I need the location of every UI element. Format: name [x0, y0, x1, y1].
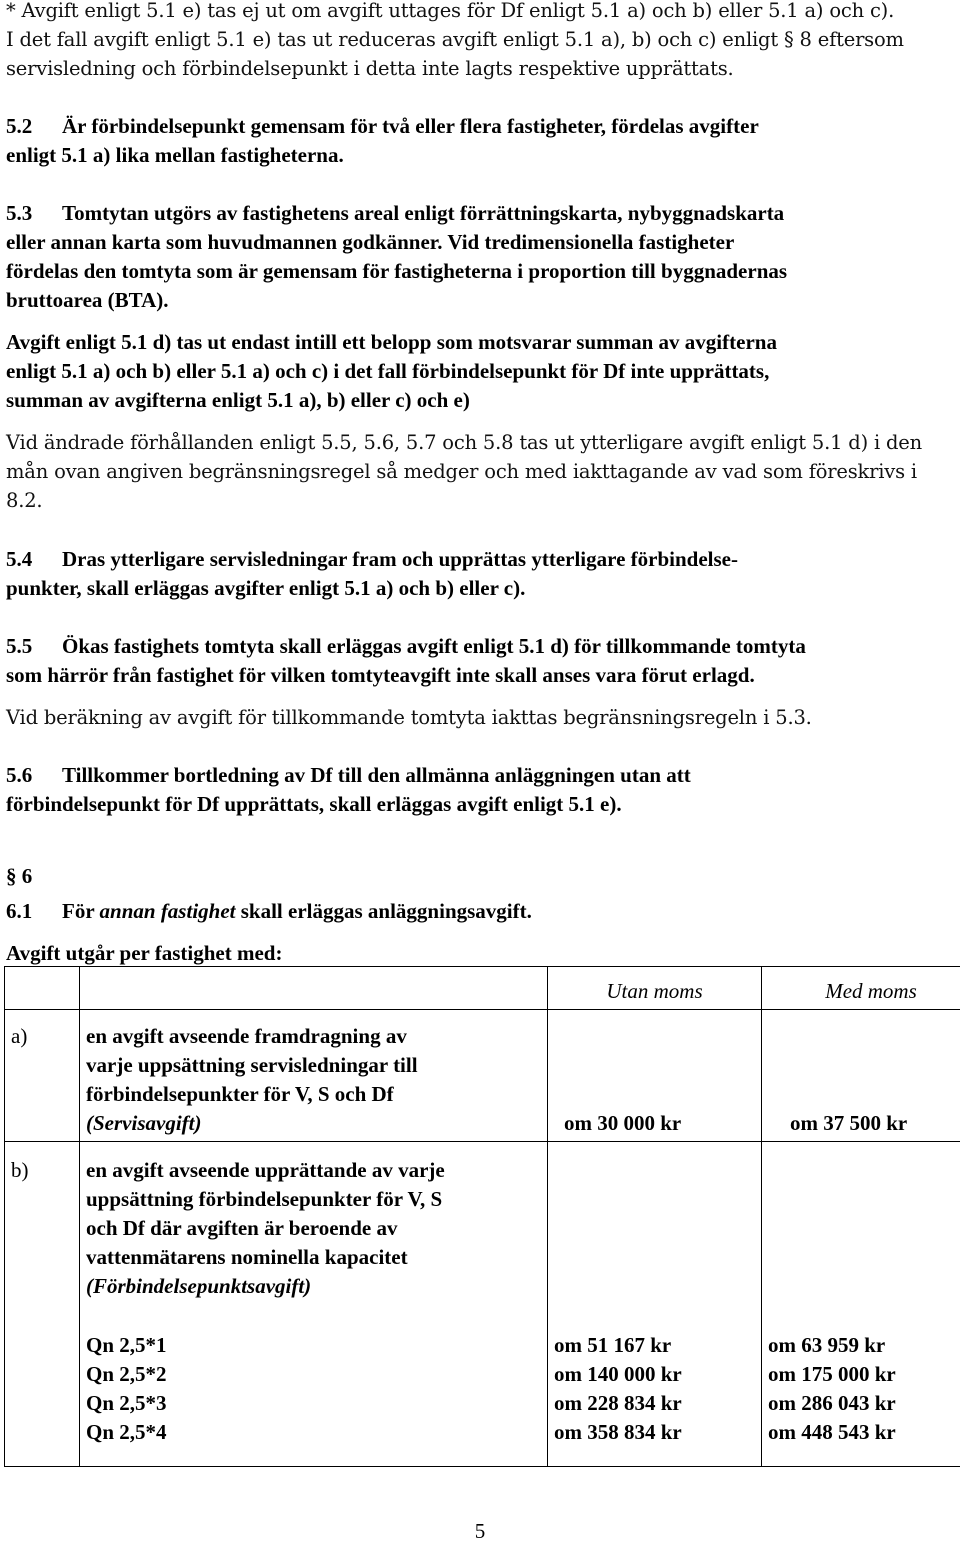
meter-size-label: Qn 2,5*1: [86, 1331, 541, 1360]
header-incl-vat: Med moms: [762, 967, 960, 1010]
section-5-3-line-1: [6, 199, 956, 228]
section-text-italic: annan fastighet: [100, 899, 236, 923]
fee-excl-vat: om 228 834 kr: [554, 1389, 755, 1418]
section-5-5-line-2: som härrör från fastighet för vilken tomtyteavgift inte skall anses vara förut erlagd.: [6, 661, 956, 690]
fee-table-intro: Avgift utgår per fastighet med:: [6, 939, 956, 968]
section-5-3-p2-line-2: enligt 5.1 a) och b) eller 5.1 a) och c) i det fall förbindelsepunkt för Df inte upprättats,: [6, 357, 956, 386]
section-number: 5.6: [6, 761, 62, 790]
section-number: 5.5: [6, 632, 62, 661]
fee-excl-vat: om 358 834 kr: [554, 1418, 755, 1447]
row-description-line: vattenmätarens nominella kapacitet: [86, 1243, 541, 1272]
fee-excl-vat: om 30 000 kr: [548, 1010, 762, 1142]
section-text: Dras ytterligare servisledningar fram och upprättas ytterligare förbindelse-: [62, 547, 738, 571]
section-text: Ökas fastighets tomtyta skall erläggas avgift enligt 5.1 d) för tillkommande tomtyta: [62, 634, 806, 658]
section-5-4-line-1: [6, 545, 956, 574]
section-number: 5.4: [6, 545, 62, 574]
row-label: b): [5, 1142, 80, 1467]
row-description-line: en avgift avseende upprättande av varje: [86, 1156, 541, 1185]
fee-row-a: [5, 1010, 960, 1142]
row-description-line: en avgift avseende framdragning av: [86, 1022, 541, 1051]
meter-size-label: Qn 2,5*3: [86, 1389, 541, 1418]
row-description-line: och Df där avgiften är beroende av: [86, 1214, 541, 1243]
header-empty-cell: [80, 967, 548, 1010]
row-description-line: (Servisavgift): [86, 1109, 541, 1138]
fee-incl-vat: om 63 959 kr: [768, 1331, 960, 1360]
section-5-3-line-3: fördelas den tomtyta som är gemensam för fastigheterna i proportion till byggnadernas: [6, 257, 956, 286]
intro-line-3: servisledning och förbindelsepunkt i detta inte lagts respektive upprättats.: [6, 54, 956, 83]
section-5-3-p2-line-1: Avgift enligt 5.1 d) tas ut endast intill ett belopp som motsvarar summan av avgifterna: [6, 328, 956, 357]
section-5-3-p3-line-1: Vid ändrade förhållanden enligt 5.5, 5.6, 5.7 och 5.8 tas ut ytterligare avgift enligt 5.1 d) i den: [6, 428, 956, 457]
page-number: 5: [0, 1517, 960, 1546]
fee-incl-vat: om 286 043 kr: [768, 1389, 960, 1418]
section-6-1-line: [6, 897, 956, 926]
section-5-5-p2: Vid beräkning av avgift för tillkommande tomtyta iakttas begränsningsregeln i 5.3.: [6, 703, 956, 732]
row-label: a): [5, 1010, 80, 1142]
section-5-6-line-2: förbindelsepunkt för Df upprättats, skall erläggas avgift enligt 5.1 e).: [6, 790, 956, 819]
section-5-2-line-2: enligt 5.1 a) lika mellan fastigheterna.: [6, 141, 956, 170]
fee-table: [4, 966, 960, 1467]
section-5-3-p2-line-3: summan av avgifterna enligt 5.1 a), b) eller c) och e): [6, 386, 956, 415]
fee-incl-vat-list: [762, 1142, 960, 1467]
section-5-4-line-2: punkter, skall erläggas avgifter enligt 5.1 a) och b) eller c).: [6, 574, 956, 603]
meter-size-label: Qn 2,5*2: [86, 1360, 541, 1389]
row-description: [80, 1142, 548, 1467]
intro-line-1: * Avgift enligt 5.1 e) tas ej ut om avgift uttages för Df enligt 5.1 a) och b) eller 5.1 a) och c).: [6, 0, 956, 25]
fee-excl-vat: om 51 167 kr: [554, 1331, 755, 1360]
row-description-line: förbindelsepunkter för V, S och Df: [86, 1080, 541, 1109]
row-description-line: (Förbindelsepunktsavgift): [86, 1272, 541, 1301]
row-description-line: varje uppsättning servisledningar till: [86, 1051, 541, 1080]
fee-incl-vat: om 448 543 kr: [768, 1418, 960, 1447]
section-5-3-p3-line-2: mån ovan angiven begränsningsregel så medger och med iakttagande av vad som föreskrivs i: [6, 457, 956, 486]
section-5-6-line-1: [6, 761, 956, 790]
section-5-3-line-2: eller annan karta som huvudmannen godkänner. Vid tredimensionella fastigheter: [6, 228, 956, 257]
section-5-5-line-1: [6, 632, 956, 661]
section-number: 6.1: [6, 897, 62, 926]
section-6-heading: § 6: [6, 862, 956, 891]
row-description: [80, 1010, 548, 1142]
section-text: För: [62, 899, 100, 923]
fee-table-header-row: [5, 967, 960, 1010]
fee-excl-vat-list: [548, 1142, 762, 1467]
header-excl-vat: Utan moms: [548, 967, 762, 1010]
header-empty-cell: [5, 967, 80, 1010]
row-description-line: uppsättning förbindelsepunkter för V, S: [86, 1185, 541, 1214]
section-text: Tillkommer bortledning av Df till den allmänna anläggningen utan att: [62, 763, 691, 787]
fee-excl-vat: om 140 000 kr: [554, 1360, 755, 1389]
section-text: Är förbindelsepunkt gemensam för två eller flera fastigheter, fördelas avgifter: [62, 114, 759, 138]
section-5-2-line-1: [6, 112, 956, 141]
section-number: 5.3: [6, 199, 62, 228]
section-5-3-p3-line-3: 8.2.: [6, 486, 956, 515]
fee-incl-vat: om 37 500 kr: [762, 1010, 960, 1142]
fee-incl-vat: om 175 000 kr: [768, 1360, 960, 1389]
intro-line-2: I det fall avgift enligt 5.1 e) tas ut reduceras avgift enligt 5.1 a), b) och c) enligt § 8 eftersom: [6, 25, 956, 54]
section-text: Tomtytan utgörs av fastighetens areal enligt förrättningskarta, nybyggnadskarta: [62, 201, 784, 225]
fee-row-b: [5, 1142, 960, 1467]
section-number: 5.2: [6, 112, 62, 141]
meter-size-label: Qn 2,5*4: [86, 1418, 541, 1447]
section-text: skall erläggas anläggningsavgift.: [236, 899, 532, 923]
section-5-3-line-4: bruttoarea (BTA).: [6, 286, 956, 315]
